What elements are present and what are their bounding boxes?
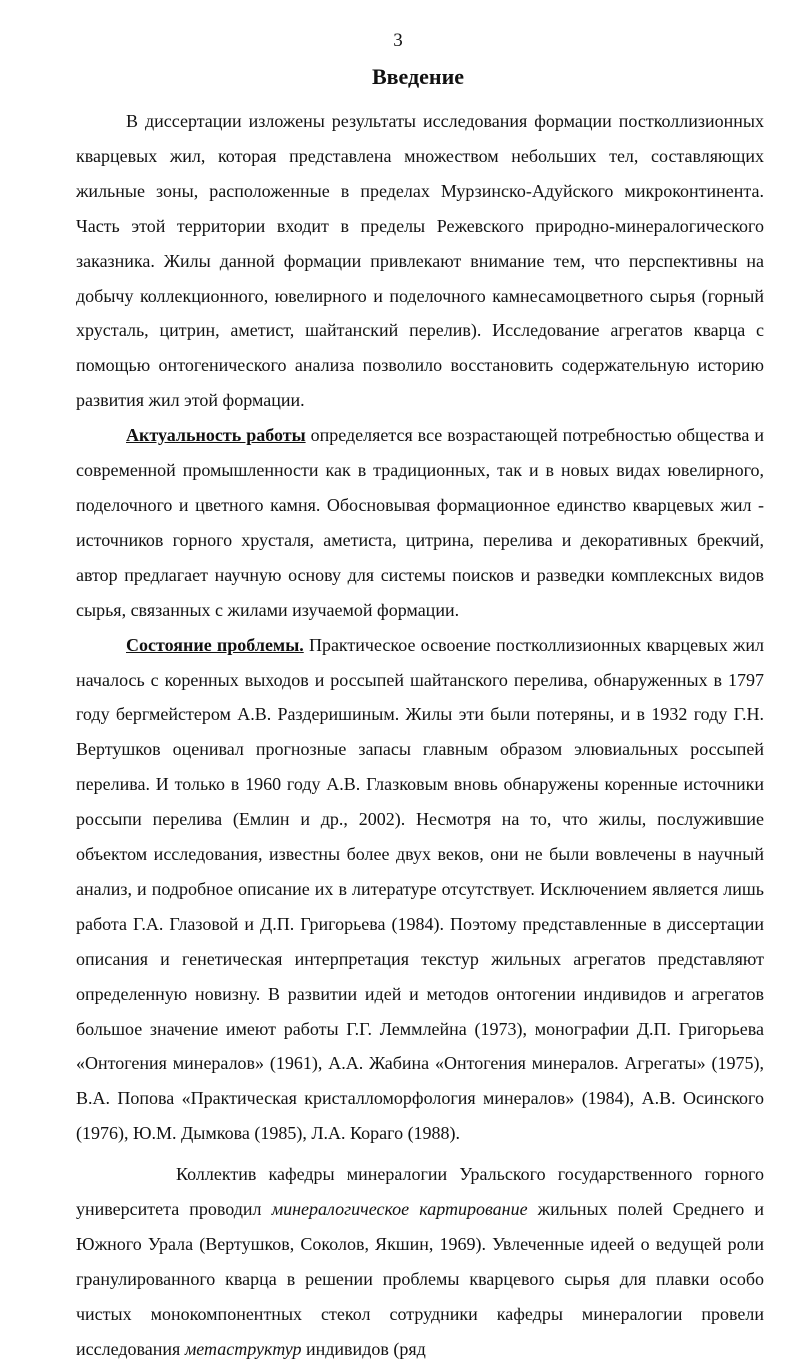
- paragraph-department: [76, 1157, 764, 1366]
- paragraph-intro: [76, 104, 764, 418]
- section-lead-problem-state: Состояние проблемы.: [126, 634, 304, 655]
- paragraph-text: В диссертации изложены результаты исследования формации постколлизионных кварцевых жил, которая представлена множеством небольших тел, составляющих жильные зоны, расположенные в пределах Мурзинско-Адуйского микроконтинента. Часть этой территории входит в пределы Режевского природно-минералогического заказника. Жилы данной формации привлекают внимание тем, что перспективны на добычу коллекционного, ювелирного и поделочного камнесамоцветного сырья (горный хрусталь, цитрин, аметист, шайтанский перелив). Исследование агрегатов кварца с помощью онтогенического анализа позволило восстановить содержательную историю развития жил этой формации.: [76, 111, 764, 411]
- page-number: 3: [393, 30, 403, 51]
- paragraph-text: жильных полей Среднего и Южного Урала (Вертушков, Соколов, Якшин, 1969). Увлеченные идеей о ведущей роли гранулированного кварца в решении проблемы кварцевого сырья для плавки особо чистых монокомпонентных стекол сотрудники кафедры минералогии провели исследования: [76, 1199, 764, 1359]
- page-title: Введение: [371, 64, 465, 89]
- paragraph-text: Практическое освоение постколлизионных кварцевых жил началось с коренных выходов и россыпей шайтанского перелива, обнаруженных в 1797 году бергмейстером А.В. Раздеришиным. Жилы эти были потеряны, и в 1932 году Г.Н. Вертушков оценивал прогнозные запасы главным образом элювиальных россыпей перелива. И только в 1960 году А.В. Глазковым вновь обнаружены коренные источники россыпи перелива (Емлин и др., 2002). Несмотря на то, что жилы, послужившие объектом исследования, известны более двух веков, они не были вовлечены в научный анализ, и подробное описание их в литературе отсутствует. Исключением является лишь работа Г.А. Глазовой и Д.П. Григорьева (1984). Поэтому представленные в диссертации описания и генетическая интерпретация текстур жильных агрегатов представляют определенную новизну. В развитии идей и методов онтогении индивидов и агрегатов большое значение имеют работы Г.Г. Леммлейна (1973), монографии Д.П. Григорьева «Онтогения минералов» (1961), А.А. Жабина «Онтогения минералов. Агрегаты» (1975), В.А. Попова «Практическая кристалломорфология минералов» (1984), А.В. Осинского (1976), Ю.М. Дымкова (1985), Л.А. Кораго (1988).: [76, 634, 764, 1144]
- paragraph-text: индивидов (ряд: [301, 1338, 426, 1359]
- paragraph-relevance: [76, 418, 764, 627]
- body-text: [76, 104, 764, 1367]
- italic-term: метаструктур: [184, 1338, 302, 1359]
- paragraph-text: определяется все возрастающей потребностью общества и современной промышленности как в традиционных, так и в новых видах ювелирного, поделочного и цветного камня. Обосновывая формационное единство кварцевых жил - источников горного хрусталя, аметиста, цитрина, перелива и декоративных брекчий, автор предлагает научную основу для системы поисков и разведки комплексных видов сырья, связанных с жилами изучаемой формации.: [76, 425, 764, 620]
- paragraph-text: Коллектив кафедры минералогии Уральского государственного горного университета проводил: [76, 1164, 764, 1220]
- paragraph-problem-state: [76, 628, 764, 1152]
- section-lead-relevance: Актуальность работы: [126, 425, 306, 446]
- italic-term: минералогическое картирование: [271, 1199, 528, 1220]
